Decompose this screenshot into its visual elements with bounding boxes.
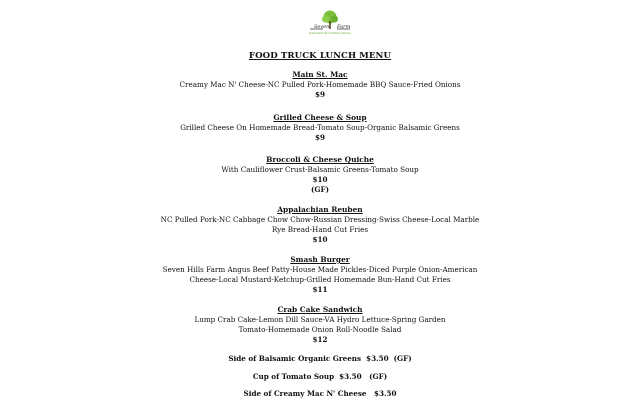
item-price: $9 [314,90,325,99]
item-price: $11 [312,285,328,294]
item-name: Grilled Cheese & Soup [273,113,367,122]
side-item: Side of Balsamic Organic Greens $3.50 (GF) [228,354,412,363]
menu-item [0,70,640,100]
tree-logo-icon [300,8,360,36]
item-price: $10 [312,175,328,184]
item-description: Grilled Cheese On Homemade Bread-Tomato Soup-Organic Balsamic Greens [180,123,460,132]
farm-logo [300,8,360,36]
logo-tagline: Sustainable Farm Market & Kitchen [309,32,351,35]
item-description: NC Pulled Pork-NC Cabbage Chow Chow-Russian Dressing-Swiss Cheese-Local Marble [160,215,480,224]
item-dietary-note: (GF) [310,185,330,194]
item-description: Lump Crab Cake-Lemon Dill Sauce-VA Hydro Lettuce-Spring Garden [194,315,446,324]
logo-script-left: Seven [314,24,330,30]
item-description: Cheese-Local Mustard-Ketchup-Grilled Homemade Bun-Hand Cut Fries [189,275,451,284]
item-name: Broccoli & Cheese Quiche [266,155,374,164]
item-name: Main St. Mac [292,70,348,79]
menu-item [0,113,640,143]
side-item: Cup of Tomato Soup $3.50 (GF) [252,372,388,381]
logo-script-right: Farm [337,24,351,30]
item-description: Creamy Mac N' Cheese-NC Pulled Pork-Homemade BBQ Sauce-Fried Onions [179,80,461,89]
item-name: Crab Cake Sandwich [277,305,363,314]
item-description: With Cauliflower Crust-Balsamic Greens-Tomato Soup [221,165,419,174]
item-description: Rye Bread-Hand Cut Fries [271,225,369,234]
item-price: $9 [314,133,325,142]
item-name: Appalachian Reuben [277,205,363,214]
side-item: Side of Creamy Mac N' Cheese $3.50 [243,389,397,398]
item-description: Seven Hills Farm Angus Beef Patty-House Made Pickles-Diced Purple Onion-American [162,265,478,274]
menu-item [0,255,640,295]
item-name: Smash Burger [290,255,350,264]
item-price: $10 [312,235,328,244]
menu-title: FOOD TRUCK LUNCH MENU [248,51,392,61]
item-description: Tomato-Homemade Onion Roll-Noodle Salad [238,325,402,334]
item-price: $12 [312,335,328,344]
menu-item [0,155,640,195]
menu-item [0,305,640,345]
menu-item [0,205,640,245]
